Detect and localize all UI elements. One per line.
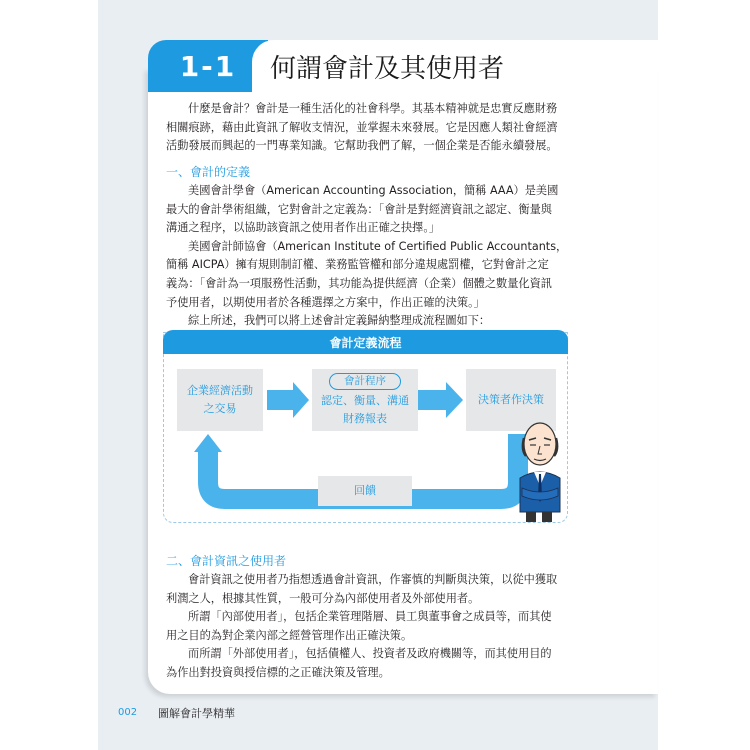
section1-line: 綜上所述，我們可以將上述會計定義歸納整理成流程圖如下： [188,314,491,328]
section1-body [166,182,570,331]
section1-line: 溝通之程序，以協助該資訊之使用者作出正確之抉擇。」 [166,221,441,235]
accounting-process-pill: 會計程序 [329,373,401,390]
box2-line: 認定、衡量、溝通 [321,393,409,407]
section1-line: 美國會計學會（American Accounting Association，簡稱 AAA）是美國 [188,184,559,197]
arrow-right-icon [267,382,309,418]
section1-line: 予使用者，以期使用者於各種選擇之方案中，作出正確的決策。」 [166,295,485,309]
book-title: 圖解會計學精華 [158,707,235,720]
businessman-illustration [514,416,564,524]
box1-line: 之交易 [203,402,237,415]
section1-heading: 一、會計的定義 [166,165,251,179]
intro-line: 活動發展而興起的一門專業知識。它幫助我們了解，一個企業是否能永續發展。 [166,139,558,153]
section2-line: 會計資訊之使用者乃指想透過會計資訊，作審慎的判斷與決策，以從中獲取 [188,573,558,586]
section2-line: 而所謂「外部使用者」，包括債權人、投資者及政府機關等，而其使用目的 [188,647,552,661]
page-title-text: 何謂會計及其使用者 [270,53,505,84]
section1-line: 簡稱 AICPA）擁有規則制訂權、業務監管權和部分違規處罰權，它對會計之定 [166,258,549,272]
page-number: 002 [118,707,138,718]
arrow-up-icon [194,434,222,452]
section2-line: 利潤之人，根據其性質，一般可分為內部使用者及外部使用者。 [166,591,480,605]
intro-paragraph [166,100,570,156]
box-feedback [318,476,412,506]
diagram-title: 會計定義流程 [163,330,568,354]
section-number: 1-1 [148,40,268,92]
intro-line: 相關痕跡，藉由此資訊了解收支情況，並掌握未來發展。它是因應人類社會經濟 [166,120,558,134]
feedback-text: 回饋 [354,484,376,497]
section2-line: 為作出對投資與授信標的之正確決策及管理。 [166,665,390,679]
section1-line: 義為：「會計為一項服務性活動，其功能為提供經濟（企業）個體之數量化資訊 [166,276,552,290]
box1-line: 企業經濟活動 [187,384,253,397]
box3-text: 決策者作決策 [478,393,544,406]
box2-line: 財務報表 [343,411,387,425]
box-business-activity [177,369,263,431]
intro-line: 什麼是會計？會計是一種生活化的社會科學。其基本精神就是忠實反應財務 [188,102,558,115]
section2-body [166,571,570,683]
box-accounting-process [312,369,418,431]
arrow-right-icon [418,382,463,418]
section2-line: 所謂「內部使用者」，包括企業管理階層、員工與董事會之成員等，而其使 [188,610,552,624]
section2-line: 用之目的為對企業內部之經營管理作出正確決策。 [166,628,413,642]
page-title [252,40,658,92]
section2-heading: 二、會計資訊之使用者 [166,554,287,568]
section1-line: 最大的會計學術組織，它對會計之定義為：「會計是對經濟資訊之認定、衡量與 [166,202,552,216]
section1-line: 美國會計師協會（American Institute of Certified Public Accountants， [188,239,568,253]
